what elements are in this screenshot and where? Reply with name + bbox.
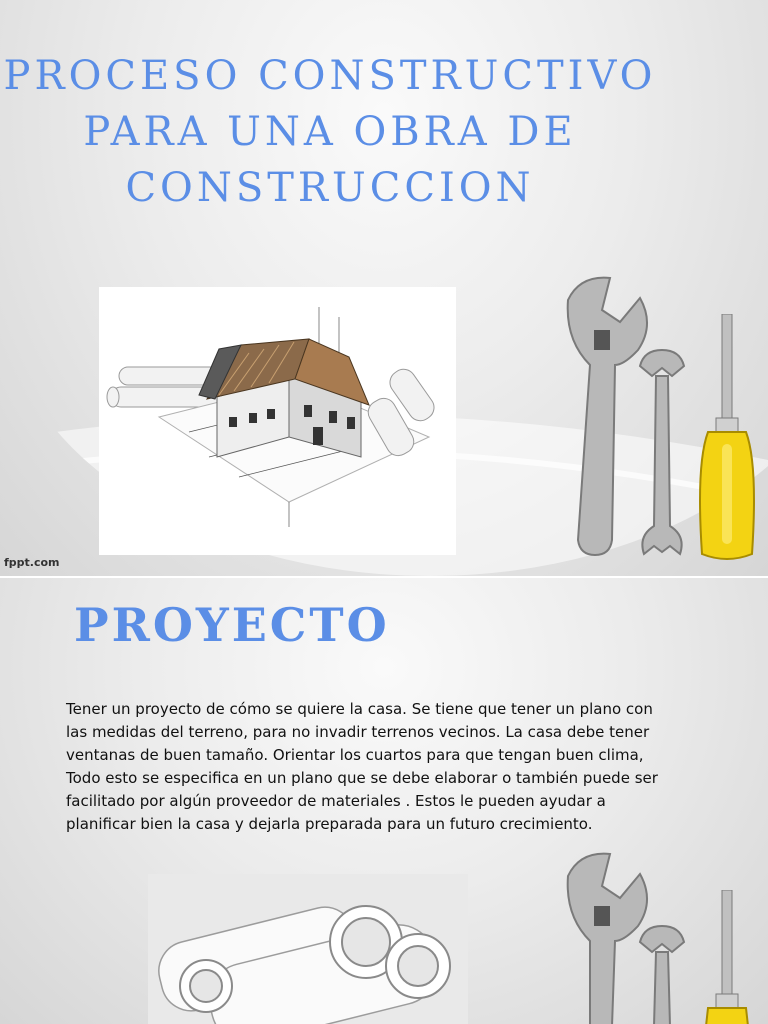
slide-1-title	[0, 48, 660, 216]
watermark: fppt.com	[4, 556, 60, 569]
slide-2-body: Tener un proyecto de cómo se quiere la casa. Se tiene que tener un plano con las medidas del terreno, para no invadir terrenos vecinos. La casa debe tener ventanas de buen tamaño. Orientar los cuartos para que tengan buen clima, Todo esto se especifica en un plano que se debe elaborar o también puede ser facilitado por algún proveedor de materiales . Estos le pueden ayudar a planificar bien la casa y dejarla preparada para un futuro crecimiento.	[66, 700, 658, 833]
screwdriver-icon	[694, 890, 760, 1024]
wrench-icon	[634, 346, 690, 560]
rolled-blueprints-image	[148, 874, 468, 1024]
title-line-2: PARA UNA OBRA DE	[83, 109, 577, 155]
slide-2	[0, 576, 768, 1024]
house-blueprint-image	[99, 287, 456, 555]
slide-2-title: PROYECTO	[74, 598, 390, 652]
title-line-1: PROCESO CONSTRUCTIVO	[3, 53, 657, 99]
screwdriver-icon	[694, 314, 760, 564]
title-line-3: CONSTRUCCION	[125, 165, 535, 211]
wrench-icon	[634, 922, 690, 1024]
